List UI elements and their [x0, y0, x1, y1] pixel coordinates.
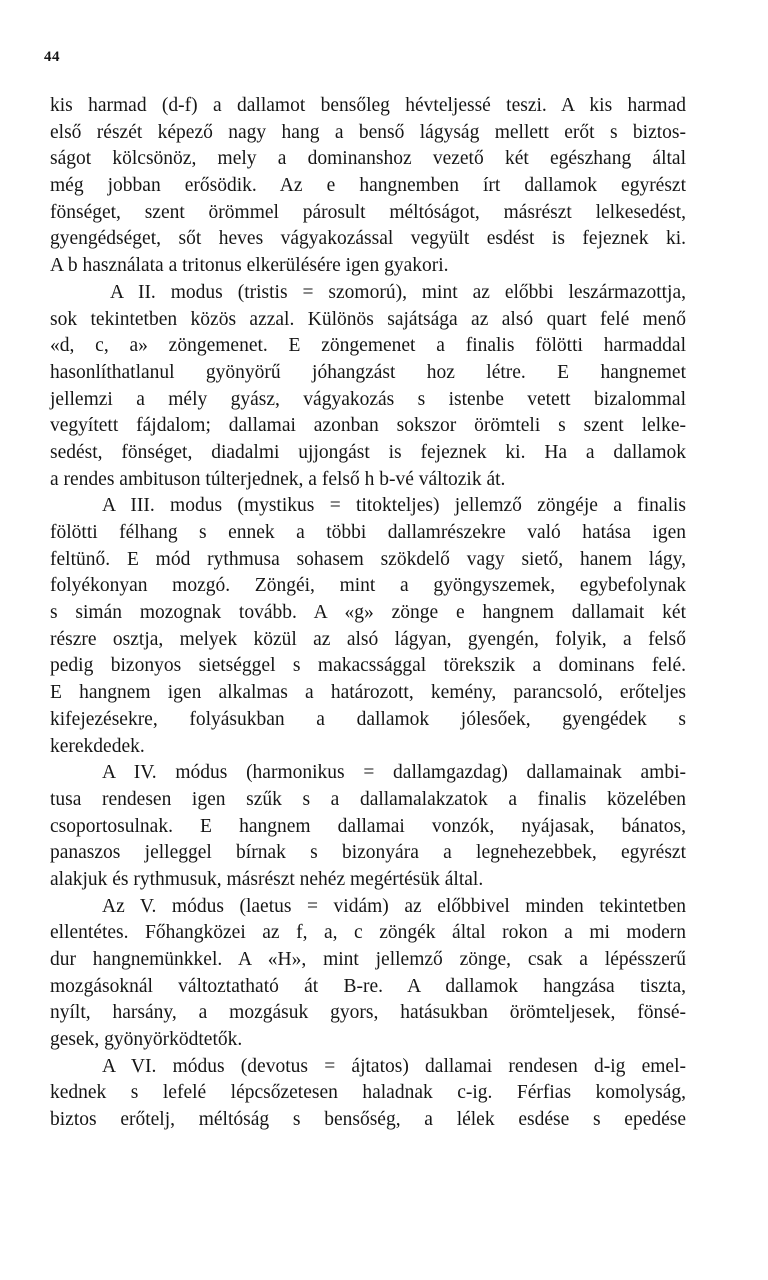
text-line: feltünő. E mód rythmusa sohasem szökdelő vagy siető, hanem lágy,: [50, 548, 686, 570]
text-line: «d, c, a» zöngemenet. E zöngemenet a finalis fölötti harmaddal: [50, 335, 686, 357]
text-line: ellentétes. Főhangközei az f, a, c zöngék által rokon a mi modern: [50, 922, 686, 944]
text-line: dur hangnemünkkel. A «H», mint jellemző zönge, csak a lépésszerű: [50, 949, 686, 970]
text-line: A IV. módus (harmonikus = dallamgazdag) dallamainak ambi-: [102, 762, 686, 784]
text-line: csoportosulnak. E hangnem dallamai vonzók, nyájasak, bánatos,: [50, 815, 686, 837]
text-line: kerekdedek.: [50, 735, 145, 757]
text-line: kis harmad (d-f) a dallamot bensőleg hévteljessé teszi. A kis harmad: [50, 95, 686, 116]
text-line: A II. modus (tristis = szomorú), mint az előbbi leszármazottja,: [110, 281, 686, 303]
text-line: nyílt, harsány, a mozgásuk gyors, hatásukban örömteljesek, fönsé-: [50, 1002, 686, 1024]
text-line: biztos erőtelj, méltóság s bensőség, a lélek esdése s epedése: [50, 1109, 686, 1131]
text-line: fönséget, szent örömmel párosult méltóságot, másrészt lelkesedést,: [50, 201, 686, 223]
text-line: sok tekintetben közös azzal. Különös sajátsága az alsó quart felé menő: [50, 308, 686, 330]
text-body: [50, 93, 686, 1134]
text-line: A VI. módus (devotus = ájtatos) dallamai rendesen d-ig emel-: [102, 1055, 686, 1077]
text-line: fölötti félhang s ennek a többi dallamrészekre való hatása igen: [50, 522, 686, 543]
text-line: részre osztja, melyek közül az alsó lágyan, gyengén, folyik, a felső: [50, 628, 686, 650]
text-line: gyengédséget, sőt heves vágyakozással vegyült esdést is fejeznek ki.: [50, 228, 686, 250]
text-line: vegyített fájdalom; dallamai azonban sokszor örömteli s szent lelke-: [50, 415, 686, 437]
text-line: első részét képező nagy hang a benső lágyság mellett erőt s biztos-: [50, 121, 686, 143]
page-number: 44: [44, 49, 60, 65]
text-line: még jobban erősödik. Az e hangnemben írt dallamok egyrészt: [50, 175, 686, 197]
text-line: tusa rendesen igen szűk s a dallamalakzatok a finalis közelében: [50, 788, 686, 810]
text-line: kifejezésekre, folyásukban a dallamok jólesőek, gyengédek s: [50, 708, 686, 730]
text-line: alakjuk és rythmusuk, másrészt nehéz megértésük által.: [50, 868, 484, 890]
text-line: hasonlíthatlanul gyönyörű jóhangzást hoz létre. E hangnemet: [50, 361, 686, 383]
text-line: pedig bizonyos sietséggel s makacssággal törekszik a dominans felé.: [50, 655, 686, 677]
text-line: ságot kölcsönöz, mely a dominanshoz vezető két egészhang által: [50, 148, 686, 170]
text-line: a rendes ambituson túlterjednek, a felső h b-vé változik át.: [50, 468, 506, 490]
text-line: panaszos jelleggel bírnak s bizonyára a legnehezebbek, egyrészt: [50, 842, 686, 864]
text-line: gesek, gyönyörködtetők.: [50, 1029, 243, 1051]
text-line: Az V. módus (laetus = vidám) az előbbivel minden tekintetben: [102, 895, 686, 917]
text-line: kednek s lefelé lépcsőzetesen haladnak c-ig. Férfias komolyság,: [50, 1082, 686, 1104]
text-line: mozgásoknál változtatható át B-re. A dallamok hangzása tiszta,: [50, 975, 686, 997]
text-line: sedést, fönséget, diadalmi ujjongást is fejeznek ki. Ha a dallamok: [50, 441, 686, 463]
text-line: folyékonyan mozgó. Zöngéi, mint a gyöngyszemek, egybefolynak: [50, 575, 686, 597]
text-line: s simán mozognak tovább. A «g» zönge e hangnem dallamait két: [50, 602, 686, 624]
text-line: A III. modus (mystikus = titokteljes) jellemző zöngéje a finalis: [102, 495, 686, 517]
text-line: A b használata a tritonus elkerülésére igen gyakori.: [50, 255, 449, 277]
text-line: E hangnem igen alkalmas a határozott, kemény, parancsoló, erőteljes: [50, 682, 686, 704]
text-line: jellemzi a mély gyász, vágyakozás s istenbe vetett bizalommal: [50, 388, 686, 410]
